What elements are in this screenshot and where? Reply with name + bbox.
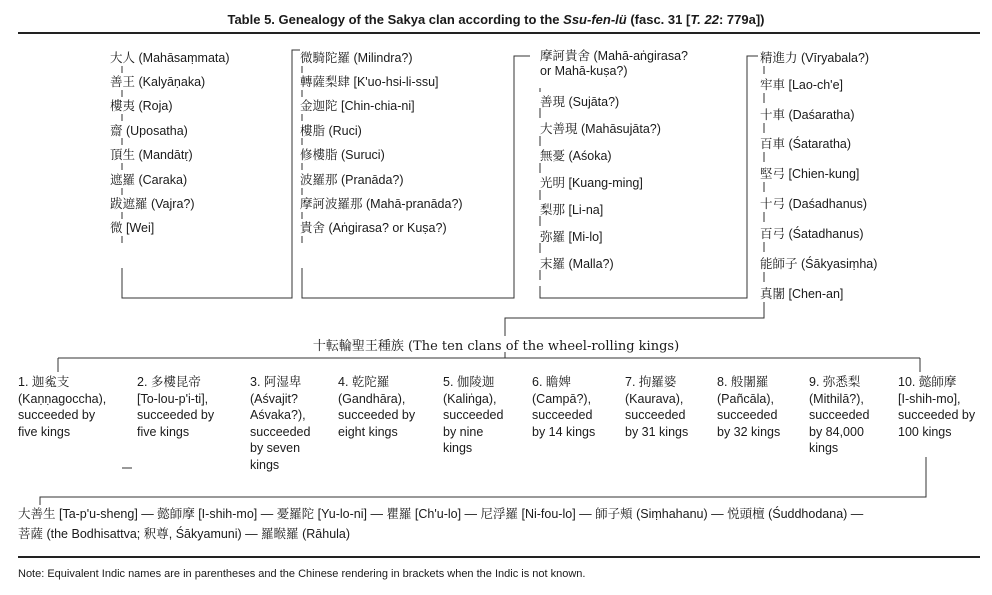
column-3-item: 大善現 (Mahāsujāta?) [540, 121, 661, 136]
clan-entry: 7. 拘羅婆 (Kaurava), succeeded by 31 kings [625, 375, 689, 439]
lineage-chain-line-2: 菩薩 (the Bodhisattva; 釈尊, Śākyamuni) — 羅睺羅 (Rāhula) [18, 527, 351, 541]
column-2-item: 貴舍 (Aṅgirasa? or Kuṣa?) [300, 220, 447, 235]
clan-entry: 8. 般闍羅 (Pañcāla), succeeded by 32 kings [717, 375, 781, 439]
column-4-item: 精進力 (Vīryabala?) [760, 50, 870, 65]
title-prefix: Table 5. Genealogy of the Sakya clan according to the [227, 12, 564, 27]
column-1-item: 微 [Wei] [110, 220, 155, 235]
column-3-item: 摩訶貴舍 (Mahā-aṅgirasa? [540, 48, 688, 63]
column-4-item: 牢車 [Lao-ch'e] [760, 77, 843, 92]
column-3-item: 光明 [Kuang-ming] [540, 175, 643, 190]
column-2-item: 轉薩梨肆 [K'uo-hsi-li-ssu] [300, 74, 439, 89]
title-middle: (fasc. 31 [ [626, 12, 691, 27]
column-3-item: 梨那 [Li-na] [540, 202, 604, 217]
column-1-item: 跋遮羅 (Vajra?) [110, 196, 195, 211]
column-1-item: 遮羅 (Caraka) [110, 172, 188, 187]
column-4-item: 十弓 (Daśadhanus) [760, 196, 868, 211]
clan-entry: 6. 瞻婢 (Campā?), succeeded by 14 kings [532, 375, 596, 439]
column-2-item: 修樓脂 (Suruci) [300, 147, 385, 162]
column-1-item: 樓夷 (Roja) [110, 98, 173, 113]
column-3-item: 善現 (Sujāta?) [540, 94, 620, 109]
column-1-item: 頂生 (Mandātṛ) [110, 147, 193, 162]
clan-entry: 4. 乾陀羅 (Gandhāra), succeeded by eight kings [338, 375, 416, 439]
column-3-item: 弥羅 [Mi-lo] [540, 229, 603, 244]
title-ref: T. 22 [690, 12, 719, 27]
column-4-item: 十車 (Daśaratha) [760, 107, 855, 122]
column-2-item: 樓脂 (Ruci) [300, 123, 362, 138]
column-4-item: 真闍 [Chen-an] [760, 286, 844, 301]
column-1-item: 齋 (Uposatha) [110, 123, 188, 138]
ten-clans-heading: 十転輪聖王種族 (The ten clans of the wheel-rolling kings) [312, 339, 680, 354]
column-2-item: 波羅那 (Pranāda?) [300, 172, 404, 187]
column-1-item: 善王 (Kalyāṇaka) [110, 74, 206, 89]
column-1-item: 大人 (Mahāsaṃmata) [110, 50, 230, 65]
title-source: Ssu-fen-lü [563, 12, 627, 27]
column-2-item: 摩訶波羅那 (Mahā-pranāda?) [300, 196, 463, 211]
column-4-item: 堅弓 [Chien-kung] [760, 166, 860, 181]
clan-entry: 2. 多樓昆帝 [To-lou-p'i-ti], succeeded by five kings [137, 375, 215, 439]
column-3-item: or Mahā-kuṣa?) [540, 64, 628, 78]
column-4-item: 能師子 (Śākyasiṃha) [760, 256, 878, 271]
clan-entry: 10. 懿師摩 [I-shih-mo], succeeded by 100 kings [898, 375, 976, 439]
clan-entry: 3. 阿湿卑 (Aśvajit? Aśvaka?), succeeded by seven kings [250, 375, 311, 472]
lineage-chain-line-1: 大善生 [Ta-p'u-sheng] — 懿師摩 [I-shih-mo] — 憂羅陀 [Yu-lo-ni] — 瞿羅 [Ch'u-lo] — 尼浮羅 [Ni-fou-lo] — 師子頰 (Siṃhahanu) — 悦頭檀 (Śuddhodana) — [18, 507, 864, 521]
footer-rule [18, 556, 980, 558]
column-3-item: 末羅 (Malla?) [540, 256, 614, 271]
column-2-item: 微騎陀羅 (Milindra?) [300, 50, 413, 65]
clan-entry: 5. 伽陵迦 (Kaliṅga), succeeded by nine kings [443, 375, 504, 455]
column-4-item: 百車 (Śataratha) [760, 136, 852, 151]
title-suffix: : 779a]) [718, 12, 765, 27]
table-note: Note: Equivalent Indic names are in parentheses and the Chinese rendering in brackets when the Indic is not known. [18, 568, 586, 580]
column-3-item: 無憂 (Aśoka) [540, 148, 612, 163]
column-4-item: 百弓 (Śatadhanus) [760, 226, 864, 241]
clan-entry: 1. 迦㝹支 (Kaṇṇagoccha), succeeded by five kings [18, 375, 107, 439]
column-2-item: 金迦陀 [Chin-chia-ni] [300, 98, 415, 113]
clan-entry: 9. 弥悉梨 (Mithilā?), succeeded by 84,000 kings [809, 375, 870, 455]
